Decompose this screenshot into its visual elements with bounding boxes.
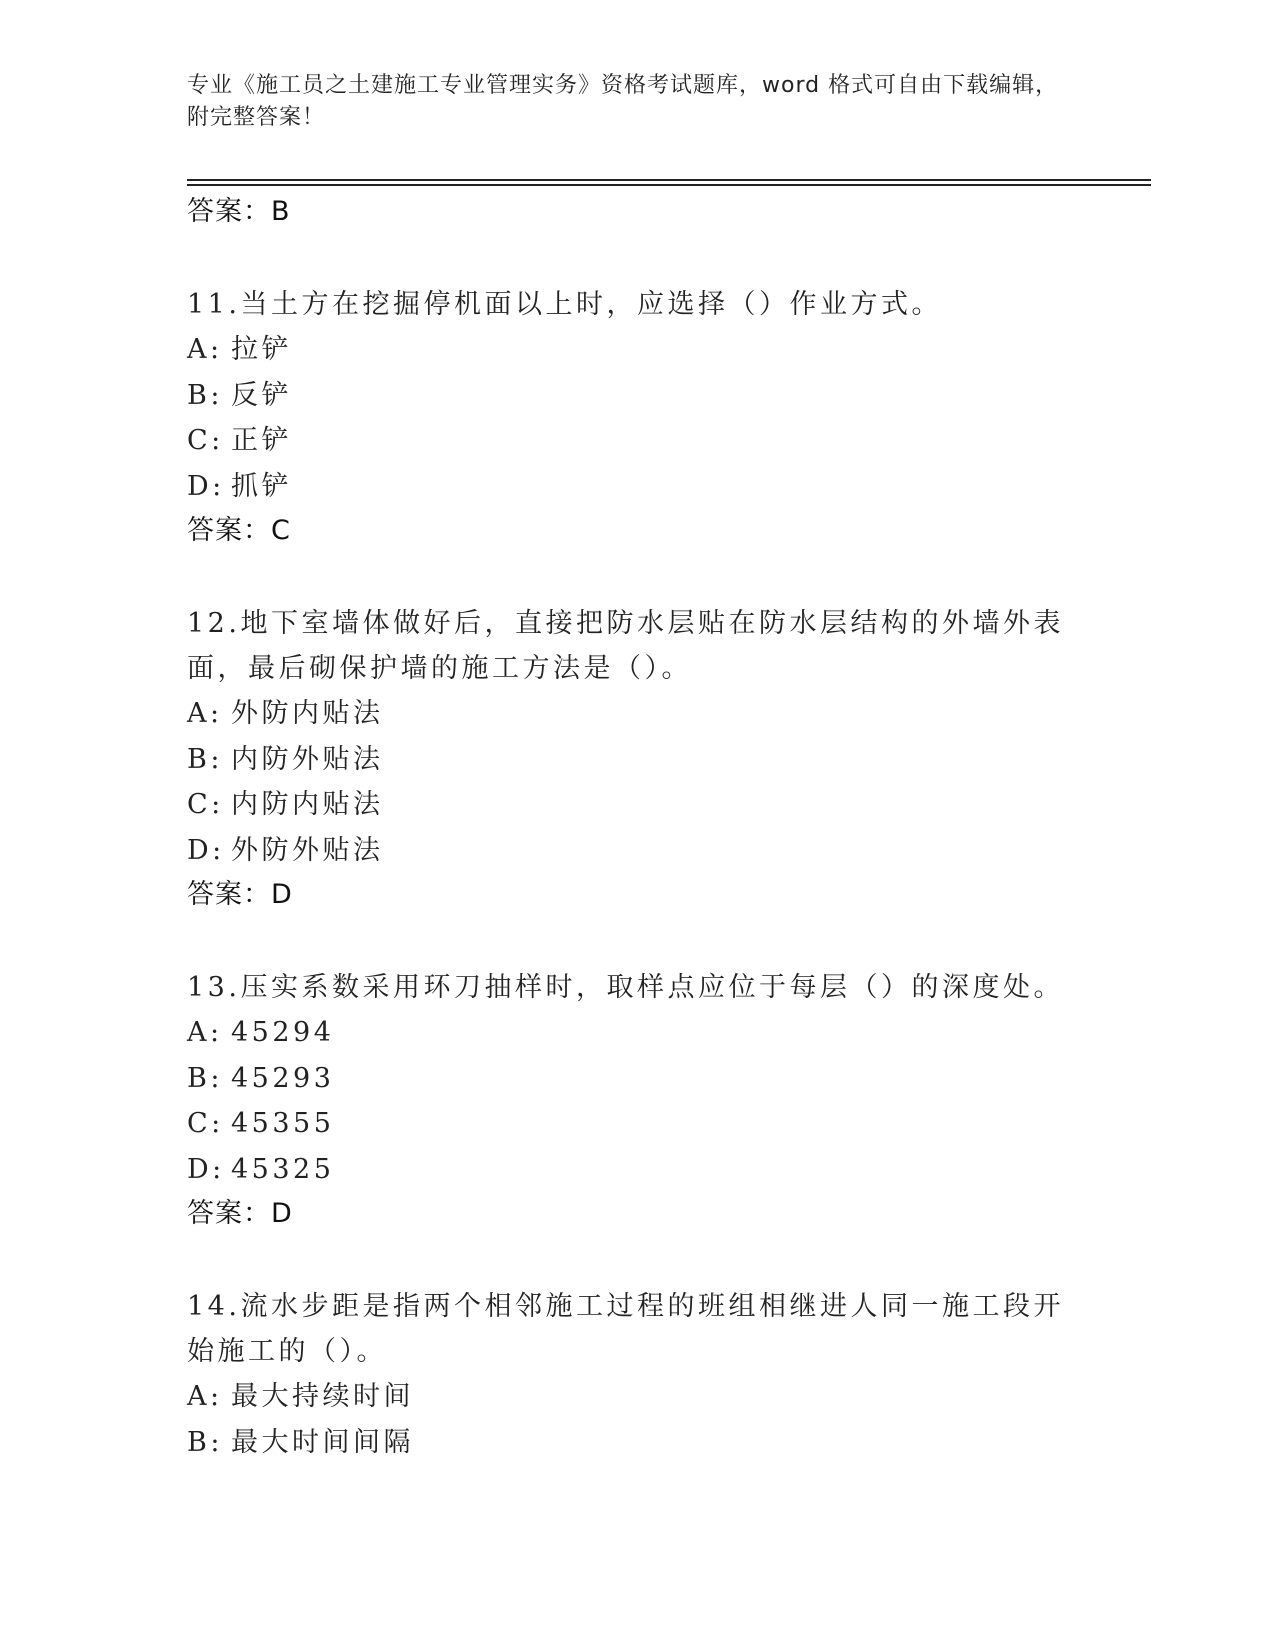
question-text: 13.压实系数采用环刀抽样时，取样点应位于每层（）的深度处。 [187, 972, 1064, 1003]
answer-value: D [271, 1198, 293, 1229]
answer-label: 答案： [187, 515, 271, 546]
option-text: 45355 [231, 1108, 335, 1139]
option-b [187, 1056, 1087, 1102]
option-letter: C: [187, 789, 224, 820]
option-letter: B: [187, 1426, 223, 1458]
option-letter: C: [187, 1108, 224, 1139]
option-a [187, 327, 1087, 373]
option-letter: C: [187, 425, 224, 456]
option-a [187, 1010, 1087, 1056]
question-block [187, 965, 1087, 1236]
option-letter: A: [187, 334, 223, 365]
option-a [187, 1374, 1087, 1420]
question-block [187, 282, 1087, 553]
option-text: 内防外贴法 [231, 743, 384, 775]
document-header: 专业《施工员之土建施工专业管理实务》资格考试题库，word 格式可自由下载编辑，附完整答案！ [187, 73, 1059, 130]
answer-value: B [271, 196, 291, 227]
option-text: 内防内贴法 [231, 789, 384, 820]
option-c [187, 418, 1087, 464]
option-d [187, 828, 1087, 874]
option-letter: B: [187, 379, 223, 411]
option-letter: D: [187, 1153, 225, 1185]
answer-label: 答案： [187, 879, 271, 910]
question-list [187, 190, 1087, 1465]
option-text: 最大持续时间 [231, 1381, 414, 1412]
option-text: 45325 [231, 1153, 335, 1185]
option-b [187, 1420, 1087, 1466]
option-a [187, 691, 1087, 737]
option-letter: D: [187, 834, 225, 866]
question-text: 14.流水步距是指两个相邻施工过程的班组相继进人同一施工段开始施工的（）。 [187, 1291, 1064, 1367]
question-text: 12.地下室墙体做好后，直接把防水层贴在防水层结构的外墙外表面，最后砌保护墙的施工方法是（）。 [187, 608, 1064, 684]
header-rule-bottom [187, 184, 1151, 186]
option-letter: A: [187, 1381, 223, 1412]
option-letter: D: [187, 470, 225, 502]
answer-label: 答案： [187, 196, 271, 227]
option-letter: B: [187, 1062, 223, 1094]
option-text: 最大时间间隔 [231, 1426, 414, 1458]
option-letter: A: [187, 1017, 223, 1048]
answer-line [187, 190, 1087, 234]
option-text: 反铲 [231, 379, 292, 411]
option-d [187, 464, 1087, 510]
header-rule-top [187, 179, 1151, 181]
question-text: 11.当土方在挖掘停机面以上时，应选择（）作业方式。 [187, 289, 942, 320]
option-c [187, 1101, 1087, 1147]
question-block [187, 601, 1087, 917]
answer-label: 答案： [187, 1198, 271, 1229]
option-d [187, 1147, 1087, 1193]
option-text: 正铲 [231, 425, 292, 456]
option-text: 外防内贴法 [231, 698, 384, 729]
question-block [187, 1284, 1087, 1465]
option-text: 拉铲 [231, 334, 292, 365]
option-b [187, 373, 1087, 419]
answer-line [187, 1192, 1087, 1236]
option-text: 抓铲 [231, 470, 292, 502]
answer-line [187, 873, 1087, 917]
option-b [187, 737, 1087, 783]
option-text: 外防外贴法 [231, 834, 384, 866]
answer-value: D [271, 879, 293, 910]
option-letter: A: [187, 698, 223, 729]
option-text: 45294 [231, 1017, 335, 1048]
option-c [187, 782, 1087, 828]
option-text: 45293 [231, 1062, 335, 1094]
answer-value: C [271, 515, 291, 546]
answer-line [187, 509, 1087, 553]
option-letter: B: [187, 743, 223, 775]
